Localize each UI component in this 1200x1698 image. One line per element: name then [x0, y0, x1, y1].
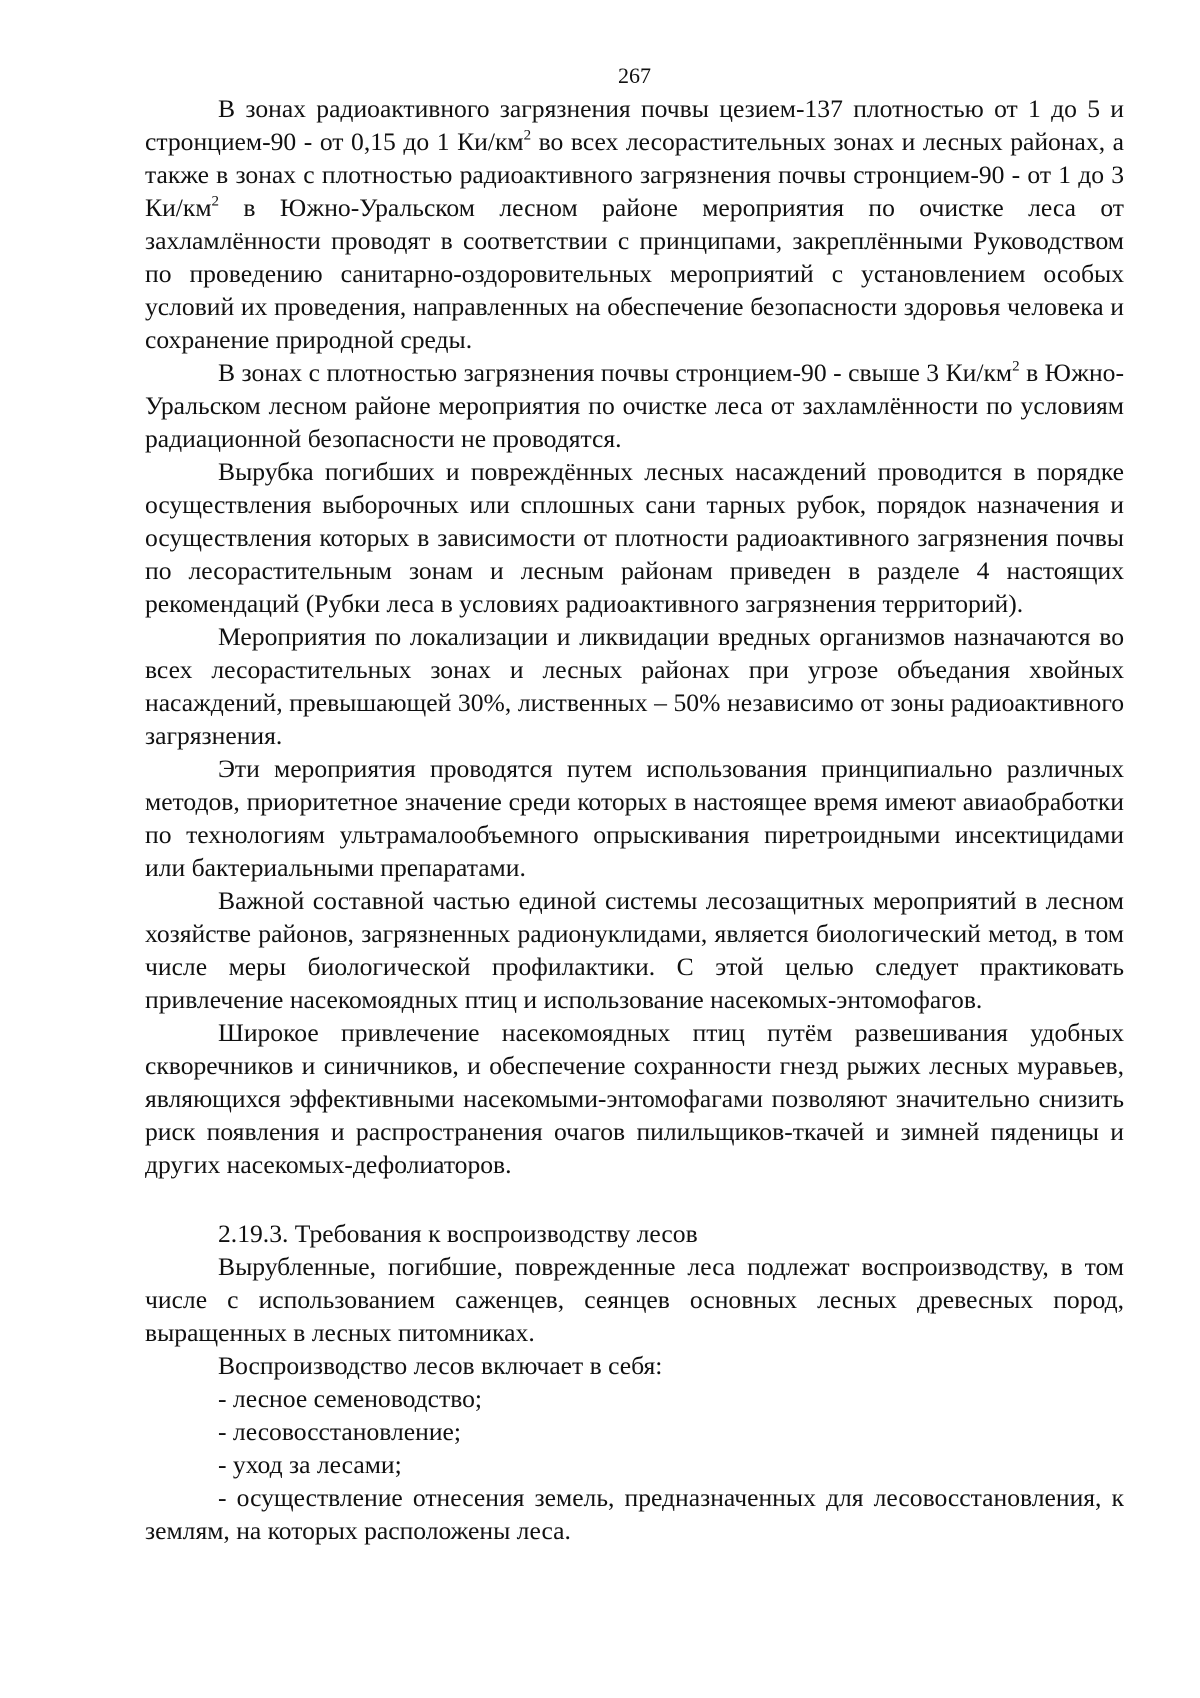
paragraph-cesium-strontium-zones [145, 92, 1124, 356]
document-page [145, 62, 1124, 1547]
paragraph-high-density-zones [145, 356, 1124, 455]
superscript: 2 [523, 127, 532, 144]
section-heading: 2.19.3. Требования к воспроизводству лесов [218, 1219, 698, 1248]
paragraph-reproduction-includes: Воспроизводство лесов включает в себя: [218, 1351, 663, 1380]
paragraph-methods: Эти мероприятия проводятся путем использования принципиально различных методов, приоритетное значение среди которых в настоящее время имеют авиаобработки по технологиям ультрамалообъемного опрыскивания пиретроидными инсектицидами или бактериальными препаратами. [145, 754, 1124, 882]
paragraph-birds-ants: Широкое привлечение насекомоядных птиц путём развешивания удобных скворечников и синичников, и обеспечение сохранности гнезд рыжих лесных муравьев, являющихся эффективными насекомыми-энтомофагами позволяют значительно снизить риск появления и распространения очагов пилильщиков-ткачей и зимней пяденицы и других насекомых-дефолиаторов. [145, 1018, 1124, 1179]
paragraph-felling: Вырубка погибших и повреждённых лесных насаждений проводится в порядке осуществления выборочных или сплошных сани тарных рубок, порядок назначения и осуществления которых в зависимости от плотности радиоактивного загрязнения почвы по лесорастительным зонам и лесным районам приведен в разделе 4 настоящих рекомендаций (Рубки леса в условиях радиоактивного загрязнения территорий). [145, 457, 1124, 618]
superscript: 2 [1012, 358, 1020, 375]
page-number: 267 [618, 63, 651, 88]
list-item: - лесное семеноводство; [218, 1384, 483, 1413]
paragraph-text: В зонах с плотностью загрязнения почвы стронцием-90 - свыше 3 Ки/км [218, 358, 1013, 387]
paragraph-pest-control: Мероприятия по локализации и ликвидации вредных организмов назначаются во всех лесорастительных зонах и лесных районах при угрозе объедания хвойных насаждений, превышающей 30%, лиственных – 50% независимо от зоны радиоактивного загрязнения. [145, 622, 1124, 750]
list-item: - осуществление отнесения земель, предназначенных для лесовосстановления, к землям, на которых расположены леса. [145, 1483, 1124, 1545]
paragraph-text: во всех лесорастительных зонах и лесных районах, а также в зонах с плотностью радиоактивного загрязнения почвы стронцием-90 - от 1 до 3 Ки/км [145, 127, 1124, 222]
paragraph-text: В зонах радиоактивного загрязнения почвы цезием-137 плотностью от 1 до 5 и стронцием-90 - от 0,15 до 1 Ки/км [145, 94, 1124, 156]
paragraph-reproduction: Вырубленные, погибшие, поврежденные леса подлежат воспроизводству, в том числе с использованием саженцев, сеянцев основных лесных древесных пород, выращенных в лесных питомниках. [145, 1252, 1124, 1347]
superscript: 2 [211, 193, 220, 210]
list-item: - лесовосстановление; [218, 1417, 462, 1446]
paragraph-biological-method: Важной составной частью единой системы лесозащитных мероприятий в лесном хозяйстве районов, загрязненных радионуклидами, является биологический метод, в том числе меры биологической профилактики. С этой целью следует практиковать привлечение насекомоядных птиц и использование насекомых-энтомофагов. [145, 886, 1124, 1014]
list-item: - уход за лесами; [218, 1450, 402, 1479]
spacer [145, 1181, 1124, 1217]
paragraph-text: в Южно-Уральском лесном районе мероприятия по очистке леса от захламлённости проводят в соответствии с принципами, закреплёнными Руководством по проведению санитарно-оздоровительных мероприятий с установлением особых условий их проведения, направленных на обеспечение безопасности здоровья человека и сохранение природной среды. [145, 193, 1124, 354]
paragraph-text: в Южно-Уральском лесном районе мероприятия по очистке леса от захламлённости по условиям радиационной безопасности не проводятся. [145, 358, 1124, 453]
